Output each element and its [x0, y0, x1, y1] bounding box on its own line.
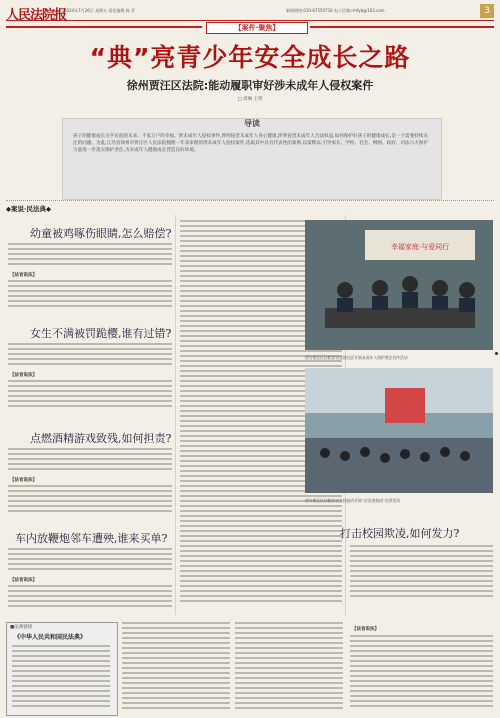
- law-reference-title: 《中华人民共和国民法典》: [14, 634, 87, 641]
- column-separator: [175, 215, 176, 615]
- case-question-3: 点燃酒精游戏致残,如何担责?: [30, 432, 172, 445]
- article-text-block: [8, 585, 172, 610]
- intro-text: 孩子的健康成长关乎民族的未来、千家万户的幸福。涉未成年人侵权事件,涉刑侵害未成年人身心健康,涉刑侵害未成年人合法权益,如何保护好孩子的健康成长,是一个需要持续关注的问题。为此,江苏省徐州市贾汪区人民法院梳理一年来审理的涉未成年人侵权案件,选取其中具有代表性的案例,以案释法,引导家长、学校、社会、网络、政府、司法六大保护力量进一步落实保护责任,为未成年人健康成长营造良好环境。: [73, 134, 428, 153]
- article-text-block: [122, 622, 230, 712]
- article-text-block: [8, 448, 172, 473]
- judge-comment-tag: 【法官说法】: [10, 578, 37, 583]
- court-meeting-photo: [305, 220, 493, 350]
- divider: [6, 200, 494, 201]
- court-meeting-photo-art: [305, 220, 493, 350]
- article-text-block: [235, 622, 343, 712]
- article-text-block: [350, 635, 493, 710]
- judge-comment-tag: 【法官说法】: [10, 273, 37, 278]
- masthead: [6, 4, 494, 21]
- photo-caption-1: 图为贾汪区法院法官走进社区开展未成年人保护普法宣传活动: [305, 355, 408, 360]
- article-text-block: [8, 280, 172, 310]
- case-question-4: 车内放鞭炮邻车遭殃,谁来买单?: [15, 532, 168, 545]
- case-column-header: ◆案说·民法典◆: [6, 205, 51, 213]
- byline: □ 周琳 王玥: [237, 97, 263, 102]
- page-subheadline: 徐州贾汪区法院:能动履职审好涉未成年人侵权案件: [126, 79, 374, 92]
- section-rule: [6, 22, 494, 32]
- school-event-photo: [305, 368, 493, 493]
- margin-dot: [495, 352, 498, 355]
- intro-title: 导读: [244, 118, 260, 128]
- case-question-5: 打击校园欺凌,如何发力?: [340, 527, 460, 540]
- newspaper-logo: 人民法院报: [6, 8, 67, 23]
- article-text-block: [8, 243, 172, 268]
- judge-comment-tag: 【法官说法】: [10, 373, 37, 378]
- judge-comment-tag: 【法官说法】: [10, 478, 37, 483]
- masthead-date-editor: 2024年7月26日 星期五 责任编辑 杨 芳: [64, 8, 135, 13]
- intro-box: [62, 118, 442, 200]
- photo-caption-2: 图为贾汪区法院法官在校园内开展“法治进校园”宣讲活动: [305, 498, 401, 503]
- section-label: 【案件·聚焦】: [206, 22, 308, 34]
- rule-left: [6, 26, 202, 28]
- case-question-1: 幼童被鸡啄伤眼睛,怎么赔偿?: [30, 227, 172, 240]
- masthead-contact: 新闻热线:010-67550716 电子信箱:rmfyb@163.com: [286, 8, 385, 13]
- law-reference-label: ■法条链接: [10, 625, 33, 630]
- page-headline: “典”亮青少年安全成长之路: [89, 43, 411, 72]
- rule-right: [310, 26, 494, 28]
- law-text-block: [12, 645, 110, 710]
- page-number: 3: [480, 4, 494, 18]
- article-text-block: [8, 343, 172, 368]
- judge-comment-tag: 【法官说法】: [352, 627, 379, 632]
- photo-banner: 幸福家庭·与爱同行: [390, 243, 450, 251]
- article-text-block: [8, 485, 172, 515]
- article-text-block: [350, 545, 493, 600]
- article-text-block: [8, 380, 172, 410]
- article-text-block: [8, 548, 172, 573]
- case-question-2: 女生不满被罚跪樱,谁有过错?: [30, 327, 172, 340]
- school-event-photo-art: [305, 368, 493, 493]
